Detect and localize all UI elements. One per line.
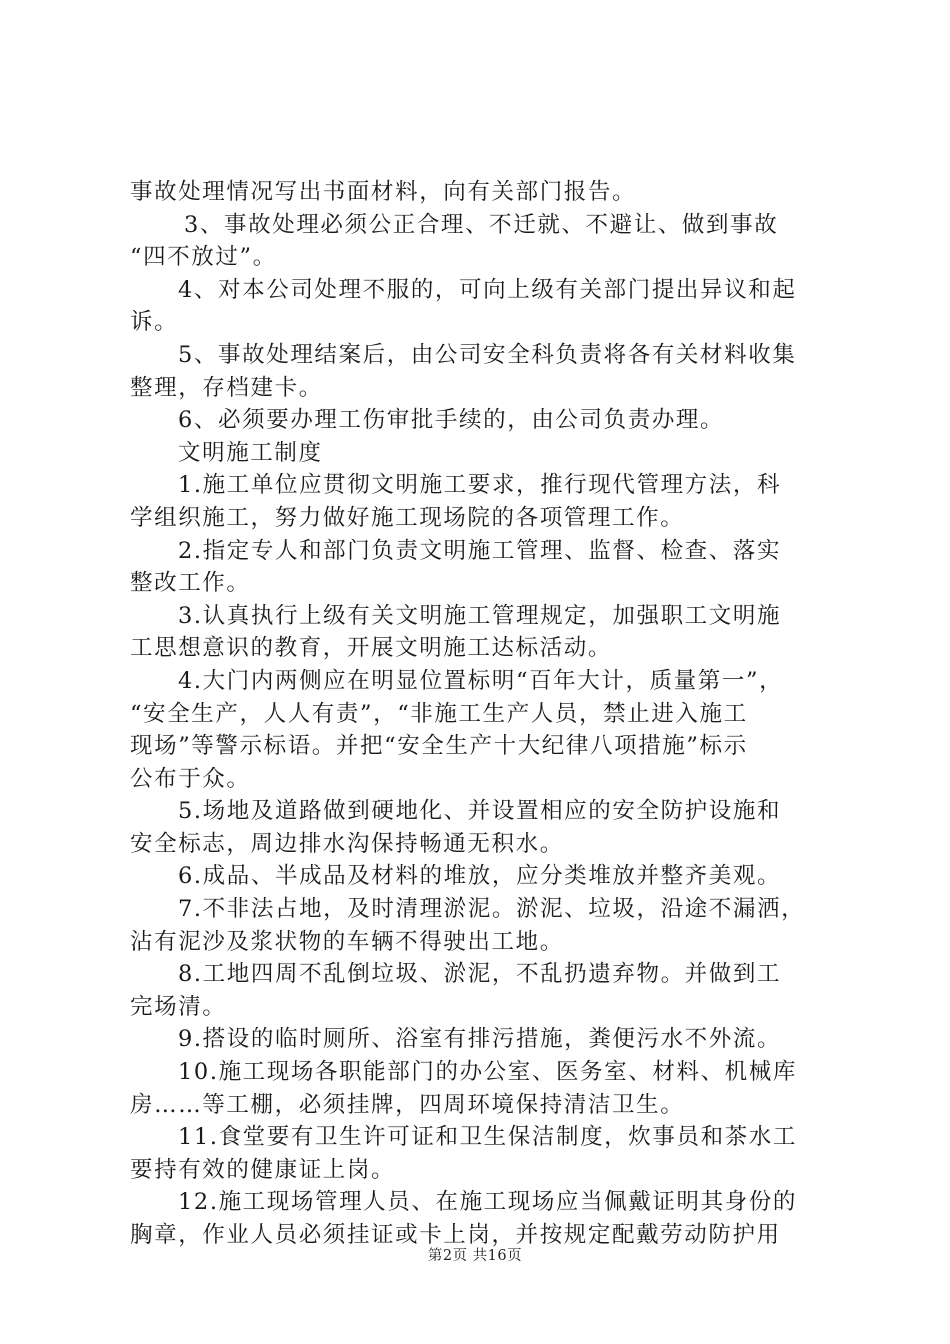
page-footer (0, 1244, 950, 1265)
body-line-14: 3.认真执行上级有关文明施工管理规定，加强职工文明施 (178, 602, 782, 629)
body-line-22: 6.成品、半成品及材料的堆放，应分类堆放并整齐美观。 (178, 863, 782, 890)
body-line-5: 诉。 (130, 309, 179, 336)
body-line-31: 要持有效的健康证上岗。 (130, 1156, 396, 1183)
body-line-7: 整理，存档建卡。 (130, 374, 323, 401)
body-line-30: 11.食堂要有卫生许可证和卫生保洁制度，炊事员和茶水工 (178, 1124, 797, 1151)
body-line-29: 房……等工棚，必须挂牌，四周环境保持清洁卫生。 (130, 1091, 685, 1118)
body-line-16: 4.大门内两侧应在明显位置标明“百年大计，质量第一”， (178, 667, 784, 694)
body-line-26: 完场清。 (130, 993, 227, 1020)
body-line-32: 12.施工现场管理人员、在施工现场应当佩戴证明其身份的 (178, 1189, 797, 1216)
body-line-4: 4、对本公司处理不服的，可向上级有关部门提出异议和起 (178, 276, 797, 303)
body-line-20: 5.场地及道路做到硬地化、并设置相应的安全防护设施和 (178, 798, 782, 825)
body-line-24: 沾有泥沙及浆状物的车辆不得驶出工地。 (130, 928, 564, 955)
page-number-label: 第2页 共16页 (427, 1248, 523, 1264)
body-line-11: 学组织施工，努力做好施工现场院的各项管理工作。 (130, 504, 685, 531)
body-line-27: 9.搭设的临时厕所、浴室有排污措施，粪便污水不外流。 (178, 1026, 782, 1053)
body-line-19: 公布于众。 (130, 765, 251, 792)
body-line-1: 事故处理情况写出书面材料，向有关部门报告。 (130, 179, 637, 205)
section-heading: 文明施工制度 (178, 439, 323, 466)
body-line-13: 整改工作。 (130, 570, 251, 597)
body-line-28: 10.施工现场各职能部门的办公室、医务室、材料、机械库 (178, 1059, 797, 1086)
body-line-33: 胸章，作业人员必须挂证或卡上岗，并按规定配戴劳动防护用 (130, 1222, 781, 1248)
document-body (130, 176, 835, 1252)
body-line-2: 3、事故处理必须公正合理、不迁就、不避让、做到事故 (184, 211, 779, 238)
body-line-15: 工思想意识的教育，开展文明施工达标活动。 (130, 635, 613, 662)
body-line-18: 现场”等警示标语。并把“安全生产十大纪律八项措施”标示 (130, 733, 748, 760)
body-line-12: 2.指定专人和部门负责文明施工管理、监督、检查、落实 (178, 537, 782, 564)
body-line-3: “四不放过”。 (130, 244, 277, 271)
body-line-10: 1.施工单位应贯彻文明施工要求，推行现代管理方法，科 (178, 472, 782, 499)
body-line-6: 5、事故处理结案后，由公司安全科负责将各有关材料收集 (178, 341, 797, 368)
body-line-21: 安全标志，周边排水沟保持畅通无积水。 (130, 830, 564, 857)
body-line-17: “安全生产，人人有责”，“非施工生产人员，禁止进入施工 (130, 700, 748, 727)
body-line-8: 6、必须要办理工伤审批手续的，由公司负责办理。 (178, 407, 725, 434)
body-line-25: 8.工地四周不乱倒垃圾、淤泥，不乱扔遗弃物。并做到工 (178, 961, 782, 988)
body-line-23: 7.不非法占地，及时清理淤泥。淤泥、垃圾，沿途不漏洒， (178, 896, 806, 923)
